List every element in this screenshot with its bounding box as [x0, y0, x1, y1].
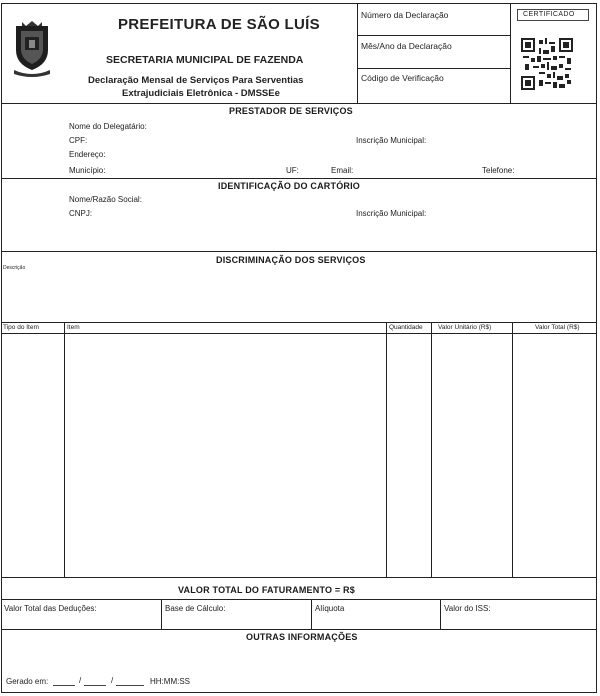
cpf-label: CPF:	[69, 136, 88, 145]
descricao-label: Descrição	[3, 265, 26, 271]
col-quantidade: Quantidade	[389, 324, 423, 331]
declaration-title-line1: Declaração Mensal de Serviços Para Serventias	[88, 75, 304, 86]
numero-declaracao-label: Número da Declaração	[361, 10, 449, 20]
mes-ano-declaracao-label: Mês/Ano da Declaração	[361, 41, 452, 51]
endereco-label: Endereço:	[69, 150, 106, 159]
valor-total-title: VALOR TOTAL DO FATURAMENTO = R$	[178, 585, 355, 595]
email-label: Email:	[331, 166, 354, 175]
gerado-em-label: Gerado em:	[6, 677, 49, 686]
qr-code	[521, 38, 573, 90]
coat-of-arms-logo	[12, 20, 52, 78]
col-valor-total: Valor Total (R$)	[535, 324, 580, 331]
telefone-label: Telefone:	[482, 166, 515, 175]
nome-delegatario-label: Nome do Delegatário:	[69, 122, 147, 131]
hora-placeholder: HH:MM:SS	[150, 677, 190, 686]
prestador-inscricao-label: Inscrição Municipal:	[356, 136, 427, 145]
col-valor-unitario: Valor Unitário (R$)	[438, 324, 492, 331]
cnpj-label: CNPJ:	[69, 209, 93, 218]
municipio-label: Município:	[69, 166, 106, 175]
cartorio-section-title: IDENTIFICAÇÃO DO CARTÓRIO	[218, 181, 360, 191]
valor-iss-label: Valor do ISS:	[444, 604, 491, 613]
col-item: Item	[67, 324, 80, 331]
servicos-section-title: DISCRIMINAÇÃO DOS SERVIÇOS	[216, 255, 366, 265]
codigo-verificacao-label: Código de Verificação	[361, 73, 444, 83]
base-calculo-label: Base de Cálculo:	[165, 604, 226, 613]
outras-informacoes-title: OUTRAS INFORMAÇÕES	[246, 632, 358, 642]
cartorio-inscricao-label: Inscrição Municipal:	[356, 209, 427, 218]
col-tipo-item: Tipo do Item	[3, 324, 39, 331]
prestador-section-title: PRESTADOR DE SERVIÇOS	[229, 106, 353, 116]
uf-label: UF:	[286, 166, 299, 175]
deducoes-label: Valor Total das Deduções:	[4, 604, 97, 613]
razao-social-label: Nome/Razão Social:	[69, 195, 142, 204]
aliquota-label: Alíquota	[315, 604, 345, 613]
secretariat-title: SECRETARIA MUNICIPAL DE FAZENDA	[106, 54, 304, 66]
declaration-title-line2: Extrajudiciais Eletrônica - DMSSEe	[122, 88, 280, 99]
certificado-label: CERTIFICADO	[523, 11, 575, 18]
city-title: PREFEITURA DE SÃO LUÍS	[118, 16, 320, 33]
